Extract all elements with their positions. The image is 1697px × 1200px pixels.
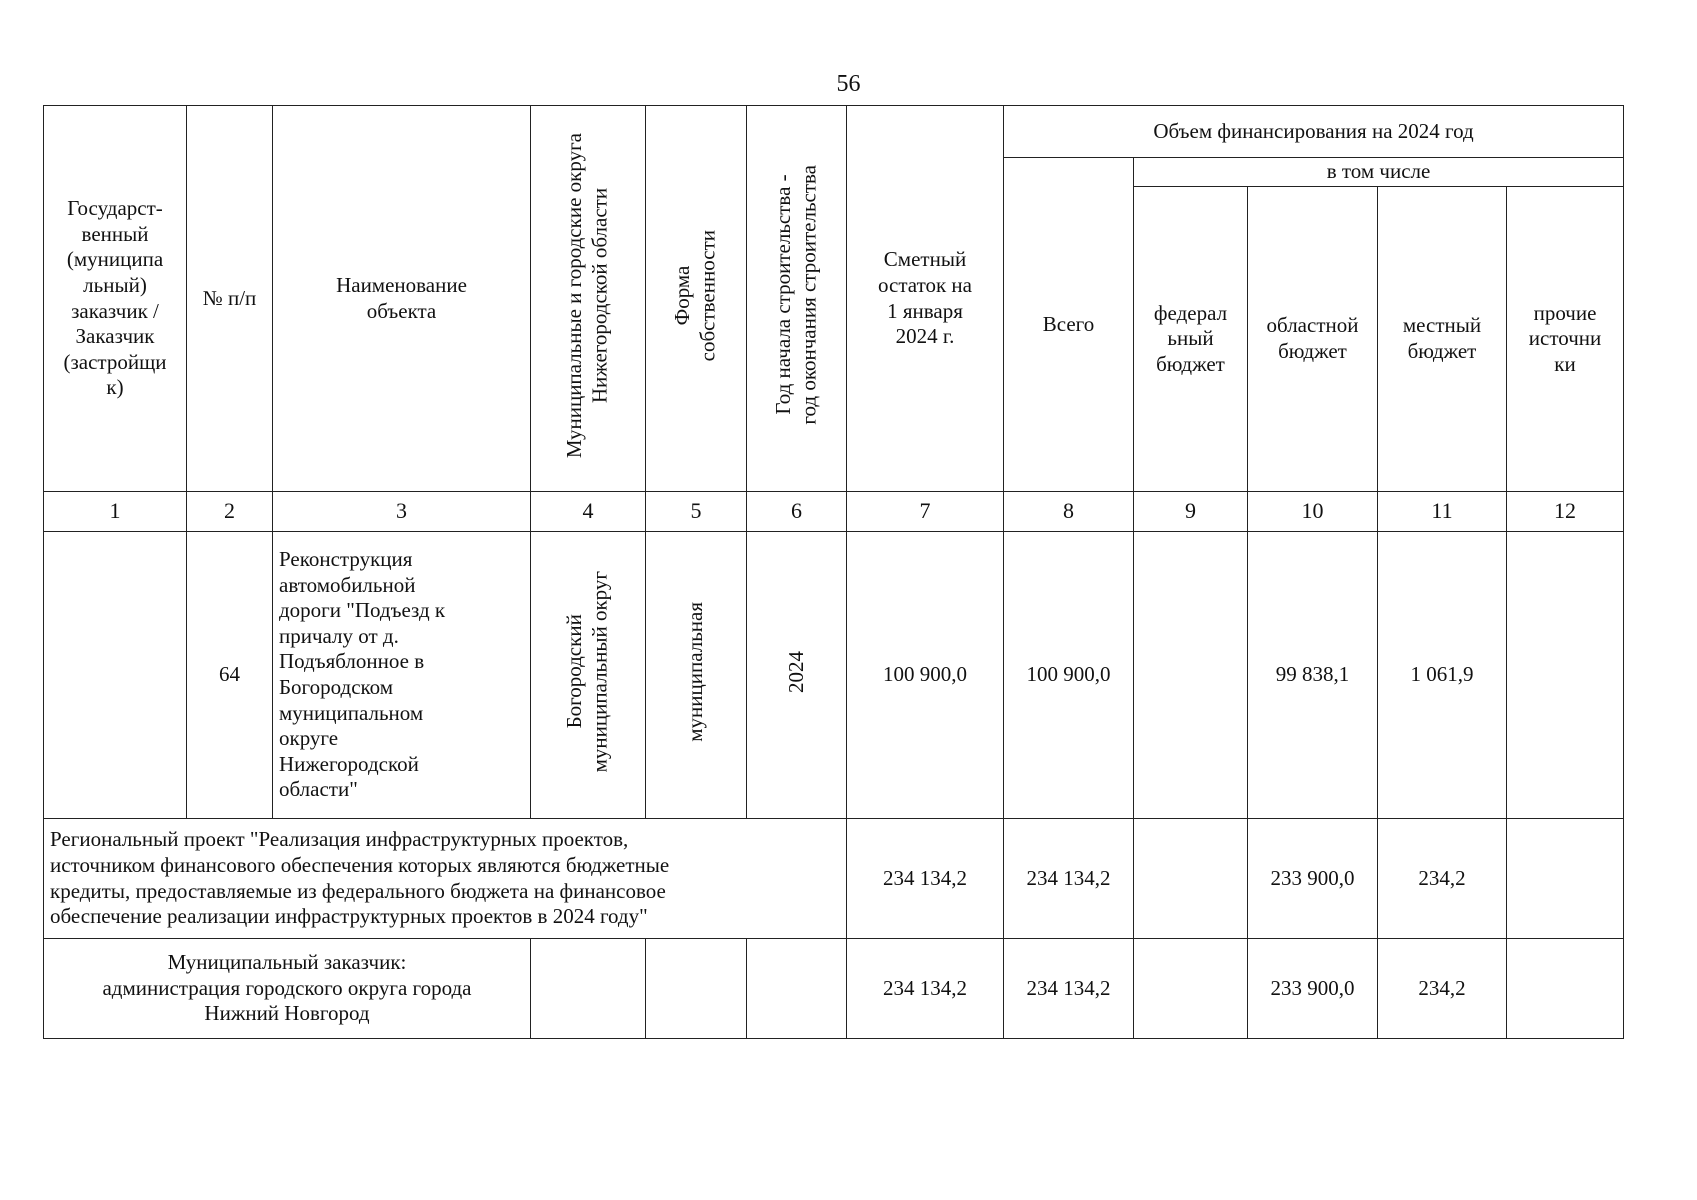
column-number: 10	[1248, 492, 1378, 532]
object-years	[747, 532, 847, 819]
object-ownership-text: муниципальная	[683, 601, 708, 742]
object-regional: 99 838,1	[1248, 532, 1378, 819]
municipal-customer-other	[1507, 939, 1624, 1039]
header-number: № п/п	[187, 106, 273, 492]
municipal-customer-regional: 233 900,0	[1248, 939, 1378, 1039]
financing-table	[43, 105, 1624, 1039]
column-number: 7	[847, 492, 1004, 532]
regional-project-regional: 233 900,0	[1248, 819, 1378, 939]
regional-project-label: Региональный проект "Реализация инфраструктурных проектов, источником финансового обеспечения которых являются бюджетные кредиты, предоставляемые из федерального бюджета на финансовое обеспечение реализации инфраструктурных проектов в 2024 году"	[44, 819, 847, 939]
header-other: прочие источни ки	[1507, 187, 1624, 492]
header-districts	[531, 106, 646, 492]
column-number: 3	[273, 492, 531, 532]
object-district-text: Богородский муниципальный округ	[562, 570, 612, 773]
column-number: 4	[531, 492, 646, 532]
header-districts-text: Муниципальные и городские округа Нижегородской области	[562, 132, 612, 458]
header-ownership-text: Форма собственности	[670, 229, 720, 361]
municipal-customer-federal	[1134, 939, 1248, 1039]
regional-project-federal	[1134, 819, 1248, 939]
object-name: Реконструкция автомобильной дороги "Подъезд к причалу от д. Подъяблонное в Богородском муниципальном округе Нижегородской области"	[273, 532, 531, 819]
header-regional: областной бюджет	[1248, 187, 1378, 492]
header-customer: Государст- венный (муниципа льный) заказчик / Заказчик (застройщи к)	[44, 106, 187, 492]
header-local: местный бюджет	[1378, 187, 1507, 492]
municipal-customer-label: Муниципальный заказчик: администрация городского округа города Нижний Новгород	[44, 939, 531, 1039]
header-years	[747, 106, 847, 492]
column-numbers-row	[44, 492, 1624, 532]
column-number: 9	[1134, 492, 1248, 532]
column-number: 11	[1378, 492, 1507, 532]
column-number: 5	[646, 492, 747, 532]
header-including: в том числе	[1134, 158, 1624, 187]
object-years-text: 2024	[783, 650, 808, 693]
municipal-customer-ownership	[646, 939, 747, 1039]
header-estimate-balance: Сметный остаток на 1 января 2024 г.	[847, 106, 1004, 492]
object-district	[531, 532, 646, 819]
object-federal	[1134, 532, 1248, 819]
table-row-municipal-customer	[44, 939, 1624, 1039]
municipal-customer-estimate: 234 134,2	[847, 939, 1004, 1039]
header-object-name: Наименование объекта	[273, 106, 531, 492]
column-number: 8	[1004, 492, 1134, 532]
regional-project-total: 234 134,2	[1004, 819, 1134, 939]
object-ownership	[646, 532, 747, 819]
regional-project-local: 234,2	[1378, 819, 1507, 939]
object-other	[1507, 532, 1624, 819]
page-number: 56	[836, 71, 861, 97]
regional-project-other	[1507, 819, 1624, 939]
object-estimate: 100 900,0	[847, 532, 1004, 819]
header-ownership	[646, 106, 747, 492]
table-row-regional-project	[44, 819, 1624, 939]
column-number: 12	[1507, 492, 1624, 532]
object-total: 100 900,0	[1004, 532, 1134, 819]
municipal-customer-years	[747, 939, 847, 1039]
header-row-1	[44, 106, 1624, 158]
object-customer	[44, 532, 187, 819]
municipal-customer-local: 234,2	[1378, 939, 1507, 1039]
header-total: Всего	[1004, 158, 1134, 492]
object-number: 64	[187, 532, 273, 819]
municipal-customer-district	[531, 939, 646, 1039]
header-years-text: Год начала строительства - год окончания строительства	[770, 165, 821, 425]
column-number: 1	[44, 492, 187, 532]
header-financing-volume: Объем финансирования на 2024 год	[1004, 106, 1624, 158]
regional-project-estimate: 234 134,2	[847, 819, 1004, 939]
column-number: 6	[747, 492, 847, 532]
municipal-customer-total: 234 134,2	[1004, 939, 1134, 1039]
column-number: 2	[187, 492, 273, 532]
header-federal: федерал ьный бюджет	[1134, 187, 1248, 492]
table-row-object	[44, 532, 1624, 819]
object-local: 1 061,9	[1378, 532, 1507, 819]
